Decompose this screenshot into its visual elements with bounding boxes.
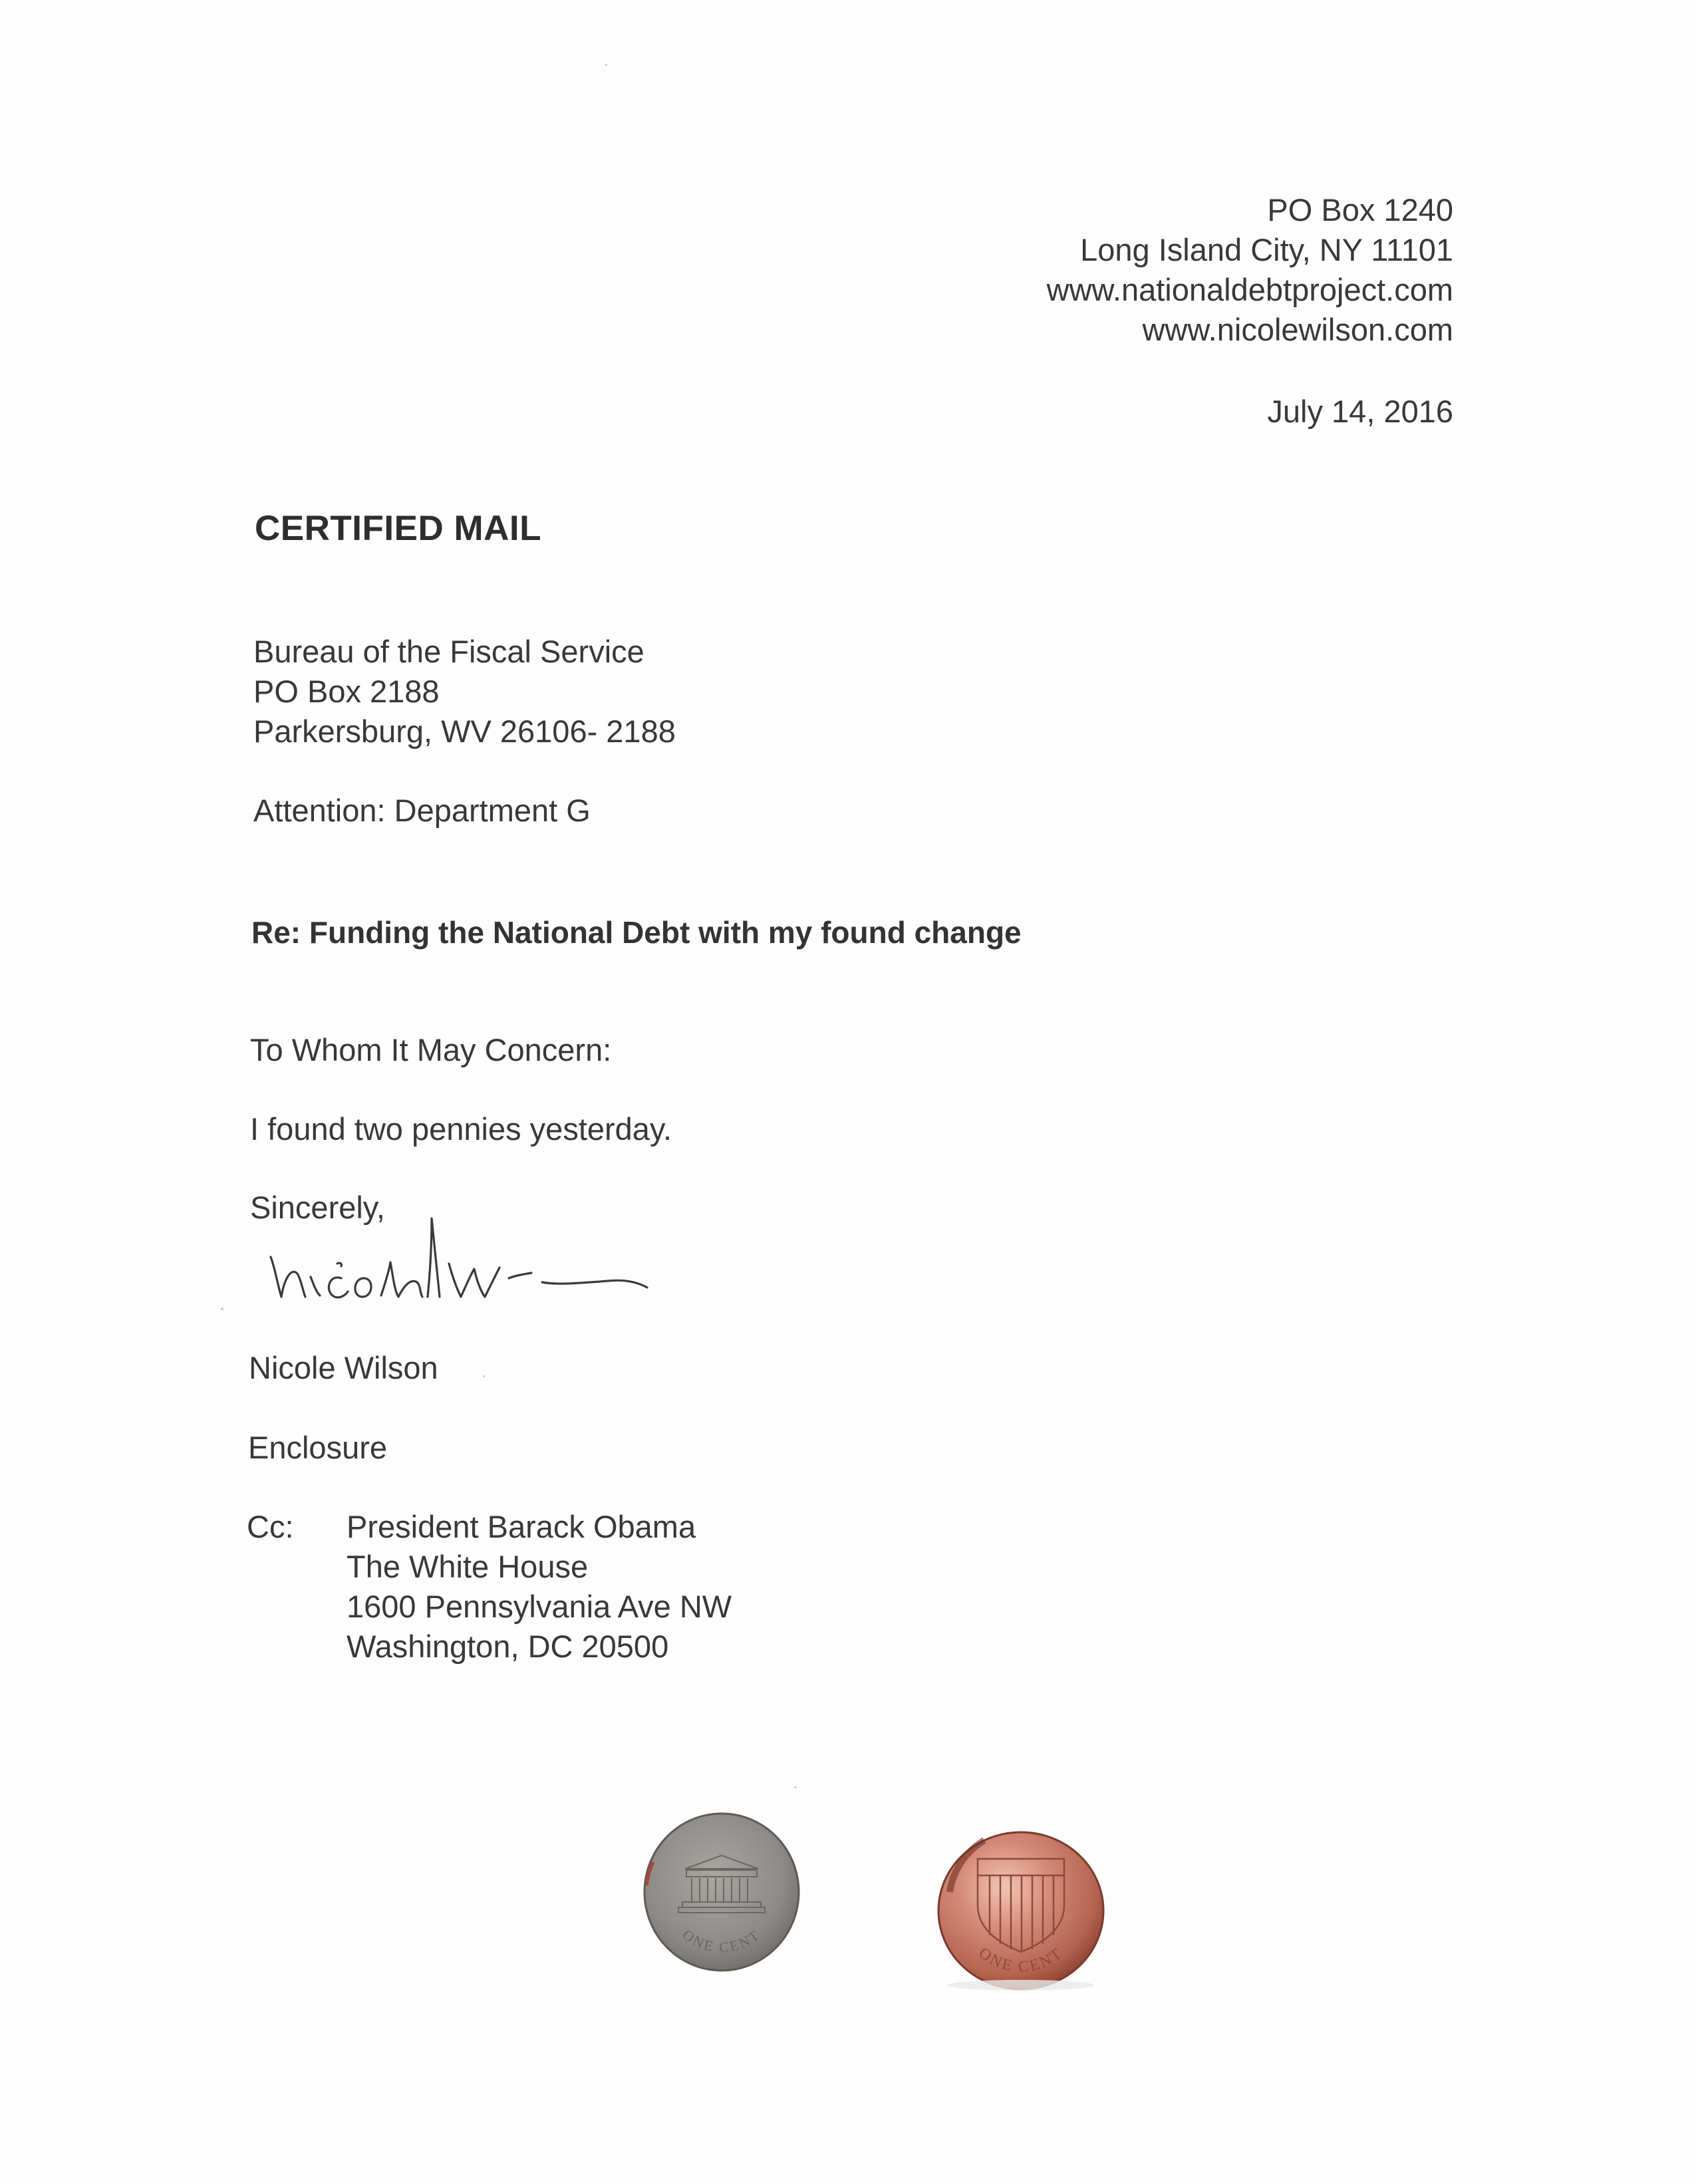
subject-line: Re: Funding the National Debt with my found change <box>251 915 1022 950</box>
sender-address-line2: Long Island City, NY 11101 <box>1080 232 1453 267</box>
sender-website-personal: www.nicolewilson.com <box>1142 312 1453 347</box>
recipient-address <box>253 632 676 751</box>
enclosure-note: Enclosure <box>248 1430 387 1465</box>
cc-name: President Barack Obama <box>347 1509 696 1544</box>
delivery-method: CERTIFIED MAIL <box>255 509 541 548</box>
scan-speck <box>483 1375 485 1377</box>
closing: Sincerely, <box>250 1190 385 1225</box>
recipient-address-line2: Parkersburg, WV 26106- 2188 <box>253 714 676 749</box>
scan-speck <box>605 64 607 66</box>
sender-address <box>1047 190 1453 350</box>
penny-left-image <box>638 1809 805 1975</box>
sender-website-national-debt: www.nationaldebtproject.com <box>1046 272 1453 307</box>
cc-line3: 1600 Pennsylvania Ave NW <box>347 1589 732 1624</box>
penny-right-legend: ONE CENT <box>975 1944 1067 1976</box>
scan-speck <box>221 1307 223 1310</box>
cc-line4: Washington, DC 20500 <box>347 1629 669 1664</box>
cc-label: Cc: <box>247 1509 294 1544</box>
penny-right-image <box>931 1819 1111 1998</box>
handwritten-signature <box>263 1204 662 1317</box>
letter-body: I found two pennies yesterday. <box>250 1111 672 1147</box>
signer-name: Nicole Wilson <box>249 1350 438 1385</box>
recipient-address-line1: PO Box 2188 <box>253 674 440 709</box>
cc-line2: The White House <box>347 1549 589 1584</box>
letter-date: July 14, 2016 <box>1267 394 1453 429</box>
sender-address-line1: PO Box 1240 <box>1267 192 1453 227</box>
cc-recipient <box>347 1507 732 1667</box>
recipient-name: Bureau of the Fiscal Service <box>253 634 644 669</box>
attention-line: Attention: Department G <box>253 793 591 828</box>
salutation: To Whom It May Concern: <box>250 1032 612 1067</box>
penny-left-legend: ONE CENT <box>679 1925 764 1956</box>
scan-speck <box>794 1786 797 1788</box>
